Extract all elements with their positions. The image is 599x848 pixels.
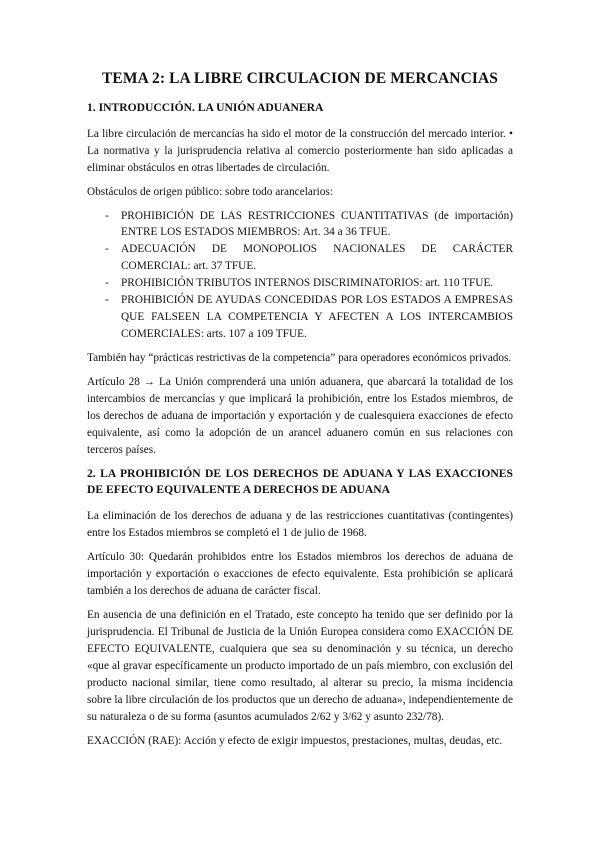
section-2-paragraph-1: La eliminación de los derechos de aduana y de las restricciones cuantitativas (contingentes) entre los Estados miembros se completó el 1 de julio de 1968.: [87, 510, 513, 540]
list-item: [105, 292, 513, 343]
section-1-heading: 1. INTRODUCCIÓN. LA UNIÓN ADUANERA: [87, 101, 324, 114]
list-dash: -: [105, 277, 109, 290]
list-dash: -: [105, 243, 109, 256]
list-item: [105, 275, 513, 292]
list-item-text: PROHIBICIÓN DE LAS RESTRICCIONES CUANTITATIVAS (de importación) ENTRE LOS ESTADOS MIEMBROS: Art. 34 a 36 TFUE.: [121, 209, 513, 239]
list-item: [105, 241, 513, 275]
section-2-paragraph-2: Artículo 30: Quedarán prohibidos entre los Estados miembros los derechos de aduana de importación y exportación o exacciones de efecto equivalente. Esta prohibición se aplicará también a los derechos de aduana de carácter fiscal.: [87, 551, 513, 598]
section-1-paragraph-1: La libre circulación de mercancías ha sido el motor de la construcción del mercado interior. • La normativa y la jurisprudencia relativa al comercio posteriormente han sido aplicadas a eliminar obstáculos en otras libertades de circulación.: [87, 127, 513, 174]
section-2-paragraph-3: En ausencia de una definición en el Tratado, este concepto ha tenido que ser definido por la jurisprudencia. El Tribunal de Justicia de la Unión Europea considera como EXACCIÓN DE EFECTO EQUIVALENTE, cualquiera que sea su denominación y su técnica, un derecho «que al gravar específicamente un producto importado de un país miembro, con exclusión del producto nacional similar, tiene como resultado, al alterar su precio, la misma incidencia sobre la libre circulación de los productos que un derecho de aduana», independientemente de su naturaleza o de su forma (asuntos acumulados 2/62 y 3/62 y asunto 232/78).: [87, 608, 513, 723]
list-item-text: PROHIBICIÓN DE AYUDAS CONCEDIDAS POR LOS ESTADOS A EMPRESAS QUE FALSEEN LA COMPETENCIA Y AFECTEN A LOS INTERCAMBIOS COMERCIALES: arts. 107 a 109 TFUE.: [121, 294, 513, 341]
section-2-heading: 2. LA PROHIBICIÓN DE LOS DERECHOS DE ADUANA Y LAS EXACCIONES DE EFECTO EQUIVALENTE A DERECHOS DE ADUANA: [87, 466, 513, 497]
section-1-paragraph-4: Artículo 28 → La Unión comprenderá una unión aduanera, que abarcará la totalidad de los intercambios de mercancías y que implicará la prohibición, entre los Estados miembros, de los derechos de aduana de importación y exportación y de cualesquiera exacciones de efecto equivalente, así como la adopción de un arancel aduanero común en sus relaciones con terceros países.: [87, 375, 513, 456]
list-dash: -: [105, 209, 109, 222]
list-dash: -: [105, 294, 109, 307]
section-2-paragraph-4: EXACCIÓN (RAE): Acción y efecto de exigir impuestos, prestaciones, multas, deudas, etc.: [87, 734, 503, 747]
section-1-paragraph-2: Obstáculos de origen público: sobre todo arancelarios:: [87, 185, 333, 198]
document-title: TEMA 2: LA LIBRE CIRCULACION DE MERCANCIAS: [101, 70, 499, 87]
list-item-text: PROHIBICIÓN TRIBUTOS INTERNOS DISCRIMINATORIOS: art. 110 TFUE.: [121, 277, 494, 290]
obstacles-list: [87, 208, 513, 344]
list-item-text: ADECUACIÓN DE MONOPOLIOS NACIONALES DE CARÁCTER COMERCIAL: art. 37 TFUE.: [121, 243, 513, 273]
section-1-paragraph-3: También hay “prácticas restrictivas de la competencia” para operadores económicos privados.: [87, 352, 512, 365]
list-item: [105, 208, 513, 242]
